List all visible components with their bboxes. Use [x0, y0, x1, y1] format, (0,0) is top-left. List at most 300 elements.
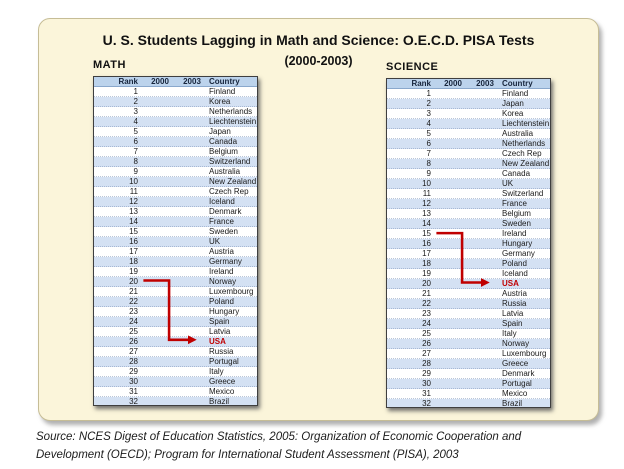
rank-cell: 25 — [422, 329, 431, 338]
country-cell: Sweden — [209, 227, 238, 236]
rank-cell: 31 — [129, 387, 138, 396]
rank-cell: 12 — [422, 199, 431, 208]
year-2003-cell — [178, 327, 206, 336]
table-row — [387, 369, 550, 379]
year-2003-cell — [471, 309, 499, 318]
country-cell: Brazil — [502, 399, 523, 408]
country-cell: Mexico — [209, 387, 235, 396]
country-cell: Finland — [209, 87, 236, 96]
table-row — [94, 287, 257, 297]
table-row — [94, 177, 257, 187]
year-2000-cell — [142, 357, 178, 366]
rank-cell: 18 — [422, 259, 431, 268]
year-2003-cell — [178, 397, 206, 406]
year-2000-cell — [142, 267, 178, 276]
table-row — [387, 389, 550, 399]
year-2003-cell — [178, 287, 206, 296]
year-2000-cell — [142, 107, 178, 116]
year-2003-cell — [178, 317, 206, 326]
year-2000-cell — [435, 229, 471, 238]
year-2000-cell — [142, 317, 178, 326]
year-2000-cell — [142, 387, 178, 396]
rank-cell: 7 — [133, 147, 138, 156]
country-cell: Denmark — [502, 369, 535, 378]
year-2000-cell — [142, 147, 178, 156]
table-row — [387, 229, 550, 239]
rank-cell: 24 — [129, 317, 138, 326]
year-2000-cell — [142, 247, 178, 256]
year-2003-cell — [178, 137, 206, 146]
year-2003-cell — [471, 99, 499, 108]
table-row — [387, 239, 550, 249]
table-row — [94, 337, 257, 347]
year-2003-cell — [471, 159, 499, 168]
year-2003-cell — [471, 279, 499, 288]
science-table-label: SCIENCE — [386, 61, 439, 73]
country-cell: Czech Rep — [209, 187, 249, 196]
country-cell: USA — [502, 279, 519, 288]
country-cell: Norway — [209, 277, 237, 286]
country-cell: Switzerland — [209, 157, 251, 166]
year-2003-cell — [471, 299, 499, 308]
math-table-label: MATH — [93, 59, 126, 71]
table-row — [94, 367, 257, 377]
math-header-row — [94, 77, 257, 87]
year-2000-cell — [435, 399, 471, 408]
rank-cell: 4 — [133, 117, 138, 126]
year-2003-cell — [178, 367, 206, 376]
table-row — [387, 149, 550, 159]
year-2000-cell — [435, 219, 471, 228]
country-cell: Switzerland — [502, 189, 544, 198]
country-cell: Luxembourg — [502, 349, 547, 358]
rank-cell: 27 — [129, 347, 138, 356]
rank-cell: 22 — [422, 299, 431, 308]
year-2003-cell — [471, 379, 499, 388]
year-2003-cell — [178, 187, 206, 196]
rank-cell: 26 — [129, 337, 138, 346]
country-cell: Iceland — [502, 269, 528, 278]
source-line-1: Source: NCES Digest of Education Statistics, 2005: Organization of Economic Cooperation and — [36, 431, 522, 443]
table-row — [387, 159, 550, 169]
country-cell: Ireland — [209, 267, 234, 276]
table-row — [94, 247, 257, 257]
table-row — [94, 347, 257, 357]
country-cell: Brazil — [209, 397, 230, 406]
year-2000-cell — [435, 159, 471, 168]
rank-cell: 23 — [422, 309, 431, 318]
country-cell: Poland — [502, 259, 527, 268]
year-2000-cell — [435, 129, 471, 138]
year-2003-cell — [471, 119, 499, 128]
year-2003-cell — [178, 387, 206, 396]
year-2003-cell — [178, 197, 206, 206]
year-2003-cell — [471, 89, 499, 98]
year-2003-cell — [178, 167, 206, 176]
column-header-rank: Rank — [118, 77, 138, 86]
table-row — [94, 127, 257, 137]
country-cell: Germany — [209, 257, 242, 266]
table-row — [387, 219, 550, 229]
table-row — [94, 267, 257, 277]
year-2003-cell — [471, 289, 499, 298]
rank-cell: 28 — [422, 359, 431, 368]
column-header-rank: Rank — [411, 79, 431, 88]
country-cell: Poland — [209, 297, 234, 306]
rank-cell: 18 — [129, 257, 138, 266]
year-2000-cell — [435, 279, 471, 288]
table-row — [94, 357, 257, 367]
table-row — [94, 327, 257, 337]
year-2000-cell — [142, 287, 178, 296]
year-2000-cell — [142, 237, 178, 246]
year-2000-cell — [435, 269, 471, 278]
country-cell: Latvia — [209, 327, 231, 336]
rank-cell: 9 — [133, 167, 138, 176]
rank-cell: 3 — [133, 107, 138, 116]
country-cell: Australia — [502, 129, 534, 138]
rank-cell: 14 — [129, 217, 138, 226]
year-2000-cell — [435, 149, 471, 158]
year-2000-cell — [435, 109, 471, 118]
math-ranking-table — [93, 76, 258, 406]
rank-cell: 9 — [426, 169, 431, 178]
year-2000-cell — [142, 377, 178, 386]
year-2003-cell — [471, 269, 499, 278]
rank-cell: 26 — [422, 339, 431, 348]
rank-cell: 25 — [129, 327, 138, 336]
rank-cell: 20 — [129, 277, 138, 286]
year-2000-cell — [435, 199, 471, 208]
country-cell: Australia — [209, 167, 241, 176]
year-2000-cell — [142, 207, 178, 216]
table-row — [94, 387, 257, 397]
table-row — [387, 309, 550, 319]
year-2003-cell — [471, 359, 499, 368]
source-line-2: Development (OECD); Program for International Student Assessment (PISA), 2003 — [36, 448, 459, 461]
year-2000-cell — [435, 349, 471, 358]
year-2000-cell — [142, 257, 178, 266]
rank-cell: 13 — [129, 207, 138, 216]
column-header-2000: 2000 — [151, 77, 169, 86]
rank-cell: 8 — [133, 157, 138, 166]
table-row — [94, 257, 257, 267]
year-2003-cell — [178, 217, 206, 226]
year-2003-cell — [178, 277, 206, 286]
column-header-country: Country — [502, 79, 533, 88]
table-row — [94, 117, 257, 127]
rank-cell: 16 — [422, 239, 431, 248]
country-cell: UK — [502, 179, 514, 188]
year-2003-cell — [178, 107, 206, 116]
year-2003-cell — [471, 169, 499, 178]
table-row — [387, 399, 550, 408]
rank-cell: 32 — [129, 397, 138, 406]
year-2003-cell — [178, 247, 206, 256]
year-2003-cell — [178, 157, 206, 166]
table-row — [387, 319, 550, 329]
rank-cell: 3 — [426, 109, 431, 118]
year-2003-cell — [471, 149, 499, 158]
year-2003-cell — [178, 117, 206, 126]
table-row — [94, 137, 257, 147]
table-row — [94, 107, 257, 117]
year-2003-cell — [471, 329, 499, 338]
year-2000-cell — [435, 329, 471, 338]
table-row — [387, 189, 550, 199]
year-2003-cell — [178, 307, 206, 316]
country-cell: New Zealand — [502, 159, 550, 168]
rank-cell: 5 — [133, 127, 138, 136]
country-cell: Austria — [502, 289, 527, 298]
rank-cell: 19 — [422, 269, 431, 278]
year-2003-cell — [178, 297, 206, 306]
table-row — [387, 289, 550, 299]
year-2000-cell — [435, 139, 471, 148]
country-cell: Liechtenstein — [502, 119, 550, 128]
year-2000-cell — [435, 309, 471, 318]
country-cell: Japan — [209, 127, 231, 136]
country-cell: Netherlands — [209, 107, 253, 116]
rank-cell: 24 — [422, 319, 431, 328]
year-2003-cell — [471, 199, 499, 208]
country-cell: Japan — [502, 99, 524, 108]
rank-cell: 21 — [129, 287, 138, 296]
table-row — [387, 109, 550, 119]
year-2000-cell — [435, 289, 471, 298]
year-2000-cell — [435, 169, 471, 178]
rank-cell: 15 — [129, 227, 138, 236]
year-2000-cell — [435, 259, 471, 268]
rank-cell: 20 — [422, 279, 431, 288]
year-2003-cell — [471, 249, 499, 258]
year-2003-cell — [471, 129, 499, 138]
rank-cell: 32 — [422, 399, 431, 408]
year-2000-cell — [435, 249, 471, 258]
table-row — [387, 169, 550, 179]
rank-cell: 15 — [422, 229, 431, 238]
table-row — [387, 199, 550, 209]
table-row — [94, 397, 257, 406]
country-cell: Latvia — [502, 309, 524, 318]
science-header-row — [387, 79, 550, 89]
year-2003-cell — [178, 267, 206, 276]
column-header-2000: 2000 — [444, 79, 462, 88]
rank-cell: 11 — [422, 189, 431, 198]
rank-cell: 30 — [422, 379, 431, 388]
table-row — [387, 129, 550, 139]
table-row — [94, 187, 257, 197]
chart-title: U. S. Students Lagging in Math and Science: O.E.C.D. PISA Tests — [102, 32, 535, 48]
year-2000-cell — [142, 197, 178, 206]
science-ranking-table — [386, 78, 551, 408]
year-2003-cell — [471, 259, 499, 268]
country-cell: Liechtenstein — [209, 117, 257, 126]
rank-cell: 16 — [129, 237, 138, 246]
year-2003-cell — [178, 207, 206, 216]
rank-cell: 29 — [129, 367, 138, 376]
table-row — [94, 377, 257, 387]
rank-cell: 23 — [129, 307, 138, 316]
year-2003-cell — [178, 87, 206, 96]
year-2000-cell — [142, 177, 178, 186]
year-2000-cell — [142, 127, 178, 136]
country-cell: Greece — [502, 359, 529, 368]
rank-cell: 1 — [133, 87, 138, 96]
year-2000-cell — [435, 299, 471, 308]
year-2000-cell — [435, 359, 471, 368]
table-row — [387, 89, 550, 99]
rank-cell: 17 — [129, 247, 138, 256]
table-row — [94, 87, 257, 97]
rank-cell: 12 — [129, 197, 138, 206]
table-row — [387, 339, 550, 349]
year-2000-cell — [435, 89, 471, 98]
year-2000-cell — [142, 297, 178, 306]
year-2000-cell — [142, 347, 178, 356]
column-header-country: Country — [209, 77, 240, 86]
table-row — [94, 297, 257, 307]
country-cell: Korea — [502, 109, 524, 118]
country-cell: Iceland — [209, 197, 235, 206]
year-2003-cell — [471, 109, 499, 118]
year-2000-cell — [142, 227, 178, 236]
country-cell: Greece — [209, 377, 236, 386]
year-2003-cell — [178, 97, 206, 106]
column-header-2003: 2003 — [183, 77, 201, 86]
country-cell: Sweden — [502, 219, 531, 228]
year-2003-cell — [178, 237, 206, 246]
country-cell: Austria — [209, 247, 234, 256]
rank-cell: 5 — [426, 129, 431, 138]
rank-cell: 11 — [129, 187, 138, 196]
country-cell: Canada — [209, 137, 238, 146]
table-row — [387, 249, 550, 259]
year-2000-cell — [142, 87, 178, 96]
table-row — [387, 259, 550, 269]
country-cell: Italy — [209, 367, 224, 376]
rank-cell: 17 — [422, 249, 431, 258]
year-2000-cell — [435, 379, 471, 388]
table-row — [387, 209, 550, 219]
table-row — [94, 317, 257, 327]
country-cell: Korea — [209, 97, 231, 106]
year-2000-cell — [142, 117, 178, 126]
year-2000-cell — [435, 179, 471, 188]
table-row — [94, 147, 257, 157]
rank-cell: 8 — [426, 159, 431, 168]
table-row — [94, 237, 257, 247]
year-2003-cell — [471, 399, 499, 408]
country-cell: Norway — [502, 339, 530, 348]
year-2000-cell — [435, 239, 471, 248]
table-row — [94, 277, 257, 287]
year-2003-cell — [178, 257, 206, 266]
rank-cell: 10 — [422, 179, 431, 188]
table-row — [94, 227, 257, 237]
year-2003-cell — [471, 319, 499, 328]
table-row — [94, 217, 257, 227]
chart-panel — [38, 18, 599, 421]
country-cell: France — [209, 217, 234, 226]
table-row — [94, 167, 257, 177]
country-cell: Czech Rep — [502, 149, 542, 158]
year-2000-cell — [142, 327, 178, 336]
year-2000-cell — [142, 97, 178, 106]
rank-cell: 31 — [422, 389, 431, 398]
country-cell: France — [502, 199, 527, 208]
table-row — [387, 359, 550, 369]
rank-cell: 14 — [422, 219, 431, 228]
country-cell: Russia — [502, 299, 527, 308]
country-cell: Spain — [502, 319, 523, 328]
country-cell: USA — [209, 337, 226, 346]
table-row — [387, 139, 550, 149]
country-cell: Russia — [209, 347, 234, 356]
year-2003-cell — [178, 147, 206, 156]
year-2003-cell — [178, 347, 206, 356]
rank-cell: 2 — [133, 97, 138, 106]
year-2003-cell — [471, 229, 499, 238]
country-cell: Ireland — [502, 229, 527, 238]
table-row — [94, 207, 257, 217]
year-2003-cell — [471, 339, 499, 348]
country-cell: Mexico — [502, 389, 528, 398]
year-2000-cell — [435, 319, 471, 328]
country-cell: Germany — [502, 249, 535, 258]
country-cell: Netherlands — [502, 139, 546, 148]
country-cell: Belgium — [209, 147, 238, 156]
year-2000-cell — [435, 339, 471, 348]
year-2000-cell — [142, 167, 178, 176]
table-row — [387, 279, 550, 289]
rank-cell: 27 — [422, 349, 431, 358]
country-cell: Denmark — [209, 207, 242, 216]
country-cell: Finland — [502, 89, 529, 98]
year-2000-cell — [142, 337, 178, 346]
rank-cell: 4 — [426, 119, 431, 128]
country-cell: Portugal — [209, 357, 239, 366]
rank-cell: 22 — [129, 297, 138, 306]
year-2000-cell — [435, 209, 471, 218]
source-citation — [36, 429, 602, 465]
country-cell: Hungary — [209, 307, 240, 316]
table-row — [387, 269, 550, 279]
year-2000-cell — [435, 389, 471, 398]
year-2003-cell — [471, 139, 499, 148]
table-row — [387, 379, 550, 389]
table-row — [387, 119, 550, 129]
table-row — [94, 307, 257, 317]
country-cell: Luxembourg — [209, 287, 254, 296]
year-2003-cell — [471, 369, 499, 378]
year-2003-cell — [178, 177, 206, 186]
rank-cell: 21 — [422, 289, 431, 298]
rank-cell: 2 — [426, 99, 431, 108]
year-2003-cell — [471, 179, 499, 188]
rank-cell: 30 — [129, 377, 138, 386]
country-cell: Portugal — [502, 379, 532, 388]
country-cell: Belgium — [502, 209, 531, 218]
year-2003-cell — [471, 219, 499, 228]
rank-cell: 6 — [426, 139, 431, 148]
year-2003-cell — [178, 227, 206, 236]
table-row — [387, 349, 550, 359]
table-row — [387, 329, 550, 339]
year-2000-cell — [142, 307, 178, 316]
country-cell: Hungary — [502, 239, 533, 248]
rank-cell: 19 — [129, 267, 138, 276]
